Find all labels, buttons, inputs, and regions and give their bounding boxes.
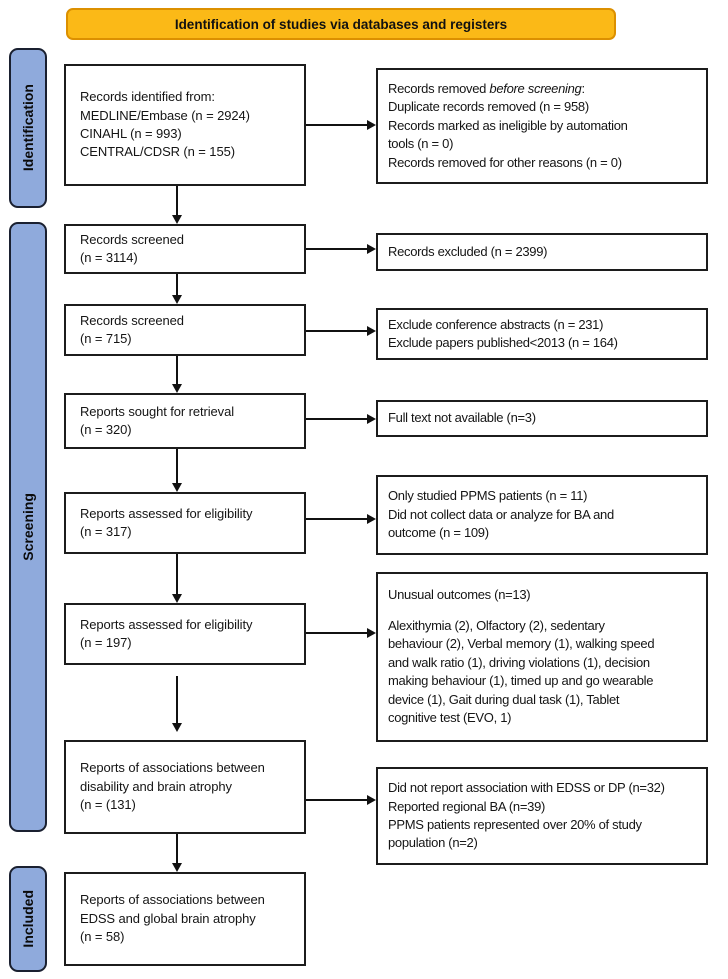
text-line: Full text not available (n=3) xyxy=(388,410,536,426)
box-exclude-conference xyxy=(376,308,708,360)
text-line: and walk ratio (1), driving violations (1), decision xyxy=(388,654,650,670)
text-line xyxy=(388,80,700,98)
text-line: Reports assessed for eligibility xyxy=(80,505,253,521)
text-line: behaviour (2), Verbal memory (1), walking speed xyxy=(388,636,655,652)
arrow-right-5 xyxy=(306,513,376,525)
box-reports-associations-disability xyxy=(64,740,306,834)
text-line: (n = (131) xyxy=(80,797,136,813)
box-records-screened-3114 xyxy=(64,224,306,274)
text-line: MEDLINE/Embase (n = 2924) xyxy=(80,107,250,123)
text-line: (n = 317) xyxy=(80,524,132,539)
text-line: Did not report association with EDSS or DP (n=32) xyxy=(388,780,665,796)
arrow-right-6 xyxy=(306,627,376,639)
text-line: Exclude papers published<2013 (n = 164) xyxy=(388,335,618,350)
text-line: population (n=2) xyxy=(388,835,478,851)
text-line: CENTRAL/CDSR (n = 155) xyxy=(80,144,235,160)
text-segment-italic: before screening xyxy=(489,80,582,96)
box-edss-dp-exclusions xyxy=(376,767,708,865)
text-line: EDSS and global brain atrophy xyxy=(80,910,256,926)
text-line: tools (n = 0) xyxy=(388,136,454,152)
arrow-down-2 xyxy=(171,274,183,304)
text-line: Reports of associations between xyxy=(80,760,265,776)
text-line: CINAHL (n = 993) xyxy=(80,126,182,141)
text-line: Unusual outcomes (n=13) xyxy=(388,587,531,603)
text-line: Records screened xyxy=(80,231,184,247)
text-line: Records excluded (n = 2399) xyxy=(388,243,548,259)
box-records-removed xyxy=(376,68,708,184)
box-full-text-unavailable xyxy=(376,400,708,437)
arrow-down-1 xyxy=(171,186,183,224)
box-reports-assessed-317 xyxy=(64,492,306,554)
box-records-screened-715 xyxy=(64,304,306,356)
text-line: Reports of associations between xyxy=(80,892,265,908)
arrow-right-7 xyxy=(306,794,376,806)
box-reports-associations-edss xyxy=(64,872,306,966)
text-line: Duplicate records removed (n = 958) xyxy=(388,99,589,115)
text-line: device (1), Gait during dual task (1), Tablet xyxy=(388,691,620,707)
text-line: Records marked as ineligible by automation xyxy=(388,117,628,133)
arrow-down-3 xyxy=(171,356,183,393)
text-line: Did not collect data or analyze for BA and xyxy=(388,506,614,522)
stage-label-screening xyxy=(9,222,47,832)
text-line: Records screened xyxy=(80,312,184,328)
text-line: (n = 197) xyxy=(80,635,132,650)
text-line: (n = 715) xyxy=(80,331,132,346)
stage-label-included xyxy=(9,866,47,972)
stage-text-included: Included xyxy=(20,890,36,948)
text-line: Reports assessed for eligibility xyxy=(80,616,253,632)
text-line: Only studied PPMS patients (n = 11) xyxy=(388,488,588,504)
box-records-excluded xyxy=(376,233,708,271)
text-line: disability and brain atrophy xyxy=(80,778,232,794)
box-ppms-exclusions xyxy=(376,475,708,555)
arrow-right-4 xyxy=(306,413,376,425)
text-line: (n = 3114) xyxy=(80,250,138,265)
text-line: cognitive test (EVO, 1) xyxy=(388,710,512,726)
text-line: Exclude conference abstracts (n = 231) xyxy=(388,316,604,332)
text-line: Reports sought for retrieval xyxy=(80,403,234,419)
arrow-down-4 xyxy=(171,449,183,492)
text-segment: Records removed xyxy=(388,80,490,96)
box-unusual-outcomes xyxy=(376,572,708,742)
banner-title xyxy=(66,8,616,40)
text-line: Alexithymia (2), Olfactory (2), sedentary xyxy=(388,618,605,634)
blank-line xyxy=(388,605,700,617)
stage-label-identification xyxy=(9,48,47,208)
arrow-down-7 xyxy=(171,834,183,872)
text-line: (n = 320) xyxy=(80,422,132,437)
text-line: making behaviour (1), timed up and go wearable xyxy=(388,673,654,689)
text-line: Records removed for other reasons (n = 0) xyxy=(388,154,622,170)
banner-label: Identification of studies via databases and registers xyxy=(174,16,508,32)
text-segment: : xyxy=(581,80,585,96)
text-line: (n = 58) xyxy=(80,929,125,945)
arrow-right-2 xyxy=(306,243,376,255)
arrow-right-3 xyxy=(306,325,376,337)
text-line: outcome (n = 109) xyxy=(388,525,489,541)
box-records-identified xyxy=(64,64,306,186)
box-reports-assessed-197 xyxy=(64,603,306,665)
arrow-right-1 xyxy=(306,119,376,131)
text-line: Reported regional BA (n=39) xyxy=(388,798,546,814)
text-line: PPMS patients represented over 20% of study xyxy=(388,817,642,832)
text-line: Records identified from: xyxy=(80,89,215,105)
stage-text-identification: Identification xyxy=(20,84,36,172)
arrow-down-5 xyxy=(171,554,183,603)
stage-text-screening: Screening xyxy=(20,493,36,561)
arrow-down-6 xyxy=(171,676,183,732)
box-reports-sought-retrieval xyxy=(64,393,306,449)
